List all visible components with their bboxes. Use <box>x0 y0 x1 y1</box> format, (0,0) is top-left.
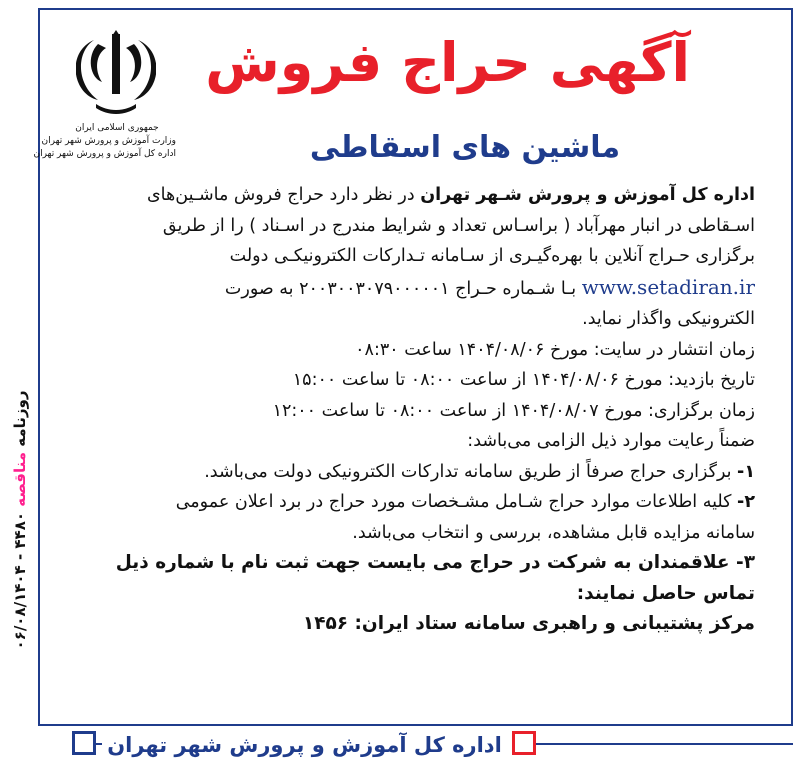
website-link[interactable]: www.setadiran.ir <box>581 274 755 299</box>
newspaper-side-label <box>11 391 29 650</box>
publish-time: زمان انتشار در سایت: مورخ ۱۴۰۴/۰۸/۰۶ ساعت ۰۸:۳۰ <box>355 339 755 360</box>
item-3a <box>55 548 755 579</box>
footer-org: اداره کل آموزش و پرورش شهر تهران <box>107 733 502 757</box>
body-line-4 <box>55 272 755 305</box>
visit-date: تاریخ بازدید: مورخ ۱۴۰۴/۰۸/۰۶ از ساعت ۰۸:۰۰ تا ساعت ۱۵:۰۰ <box>292 370 755 390</box>
intro-org: اداره کل آموزش و پرورش شـهر تهران <box>420 185 755 205</box>
ad-body <box>55 180 755 640</box>
ad-title: آگهی حراج فروش <box>205 31 690 94</box>
item-3-number: ۳- <box>736 552 755 573</box>
item-3b: تماس حاصل نمایند: <box>576 582 755 604</box>
hold-time: زمان برگزاری: مورخ ۱۴۰۴/۰۸/۰۷ از ساعت ۰۸:۰۰ تا ساعت ۱۲:۰۰ <box>272 400 755 421</box>
ministry-caption <box>33 122 176 161</box>
ministry-line-1: جمهوری اسلامی ایران <box>75 123 159 133</box>
newspaper-name: مناقصه <box>11 452 29 507</box>
body-line-1 <box>55 180 755 211</box>
body-line-5: الکترونیکی واگذار نماید. <box>582 309 755 329</box>
item-3-text: علاقمندان به شرکت در حراج می بایست جهت ثبت نام با شماره ذیل <box>115 552 737 573</box>
item-2-text: کلیه اطلاعات موارد حراج شـامل مشـخصات مورد حراج در برد اعلان عمومی <box>175 492 738 512</box>
body-line-2: اسـقاطی در انبار مهرآباد ( براسـاس تعداد و شرایط مندرج در اسـناد ) را از طریق <box>162 215 755 236</box>
ad-subtitle: ماشین های اسقاطی <box>309 130 621 165</box>
item-2a <box>55 487 755 518</box>
newspaper-label: روزنامه <box>11 390 29 447</box>
item-2-number: ۲- <box>737 492 755 512</box>
iran-emblem-icon <box>76 30 156 116</box>
footer-square-blue <box>72 731 96 755</box>
body-line-3: برگزاری حـراج آنلاین با بهره‌گیـری از سـامانه تـدارکات الکترونیکـی دولت <box>229 246 755 266</box>
ministry-line-2: وزارت آموزش و پرورش شهر تهران <box>41 136 176 146</box>
support-center: مرکز پشتیبانی و راهبری سامانه ستاد ایران: ۱۴۵۶ <box>302 613 755 634</box>
issue-number-date: ۴۴۸۰ - ۰۶/۰۸/۱۴۰۴ <box>11 511 29 650</box>
intro-rest: در نظر دارد حراج فروش ماشـین‌های <box>146 185 421 205</box>
item-1-text: برگزاری حراج صرفاً از طریق سامانه تدارکات الکترونیکی دولت می‌باشد. <box>204 461 738 482</box>
item-1-number: ۱- <box>737 461 755 482</box>
footer-rule-right <box>536 743 793 745</box>
item-2b: سامانه مزایده قابل مشاهده، بررسی و انتخاب می‌باشد. <box>352 522 755 543</box>
item-1 <box>55 457 755 488</box>
footer-square-red <box>512 731 536 755</box>
ministry-line-3: اداره کل آموزش و پرورش شهر تهران <box>33 149 176 159</box>
notice-text: ضمناً رعایت موارد ذیل الزامی می‌باشد: <box>467 431 755 451</box>
auction-number-text: بـا شـماره حـراج ۲۰۰۳۰۰۳۰۷۹۰۰۰۰۰۱ به صورت <box>224 278 582 299</box>
